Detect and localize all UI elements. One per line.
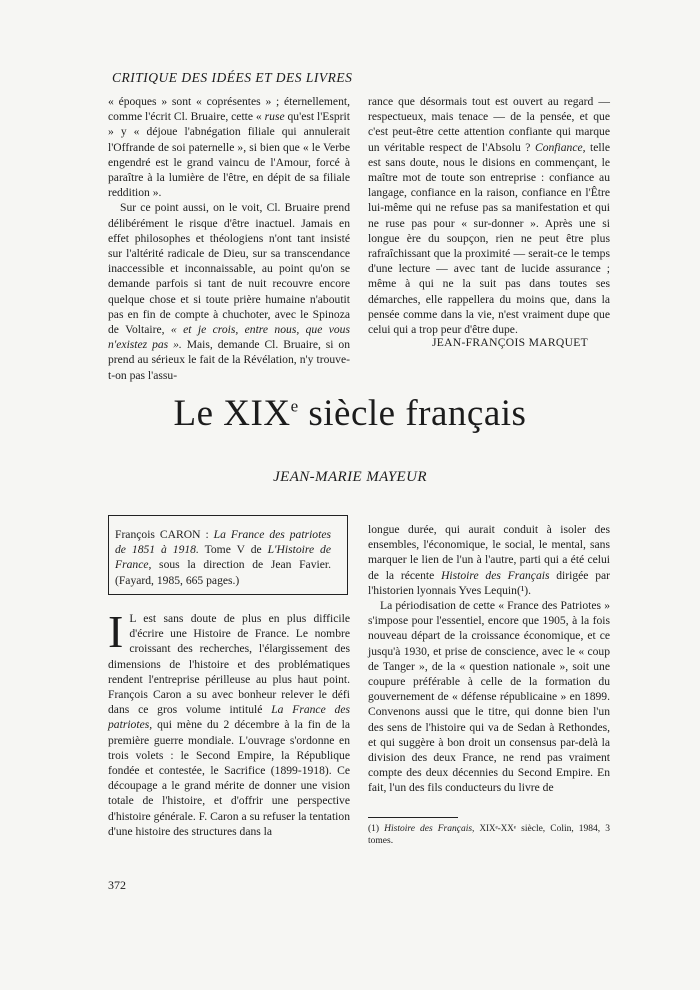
prev-review-left-column bbox=[108, 94, 350, 383]
footnote-reference: (¹). bbox=[516, 583, 532, 597]
paragraph: I L est sans doute de plus en plus difficile d'écrire une Histoire de France. Le nombre croissant des recherches, l'élargissement des dimensions de l'histoire et des problématiques rendent l'entreprise périlleuse au plus haut point. François Caron a su avec bonheur relever le défi dans ce gros volume intitulé La France des patriotes, qui mène du 2 décembre à la fin de la première guerre mondiale. L'ouvrage s'ordonne en trois volets : le Second Empire, la République fondée et contestée, le Sacrifice (1899-1918). Ce découpage a le grand mérite de donner une vision totale de l'histoire, et d'offrir une perspective d'histoire générale. F. Caron a su refuser la tentation d'une histoire des structures dans la bbox=[108, 606, 350, 838]
paragraph: longue durée, qui aurait conduit à isoler des ensembles, l'économique, le social, le mental, sans marquer le lien de l'un à l'autre, parti qui a été celui de la récente Histoire des Français dirigée par l'historien lyonnais Yves Lequin(¹). bbox=[368, 523, 611, 597]
footnote: (1) Histoire des Français, XIXᵉ-XXᵉ siècle, Colin, 1984, 3 tomes. bbox=[368, 823, 610, 846]
running-head: CRITIQUE DES IDÉES ET DES LIVRES bbox=[112, 70, 353, 85]
page-number: 372 bbox=[108, 878, 126, 892]
prev-review-right-column bbox=[368, 94, 610, 337]
drop-cap: I bbox=[108, 606, 124, 657]
article-right-column bbox=[368, 522, 610, 796]
paragraph: Sur ce point aussi, on le voit, Cl. Bruaire prend délibérément le risque d'être inactuel. Jamais en effet philosophes et théologiens n'ont tant insisté sur l'altérité radicale de Dieu, sur sa transcendance inaccessible et inconnaissable, au point qu'on se demande parfois si tant de nuit recouvre encore quelque chose et si toute prière humaine n'aboutit pas en fin de compte à chuchoter, avec le Spinoza de Voltaire, « et je crois, entre nous, que vous n'existez pas ». Mais, demande Cl. Bruaire, si on prend au sérieux le fait de la Révélation, n'y trouve-t-on pas l'assu- bbox=[108, 201, 350, 382]
book-reference-box bbox=[108, 515, 348, 595]
article-left-column bbox=[108, 606, 350, 839]
paragraph: « époques » sont « coprésentes » ; éternellement, comme l'écrit Cl. Bruaire, cette « ruse qu'est l'Esprit » y « déjoue l'abnégation filiale qui annulerait l'Offrande de soi paternelle », si bien que « le Verbe engendré est le grand vaincu de l'Amour, forcé à paraître à la lumière de l'être, en dépit de sa filiale reddition ». bbox=[108, 95, 350, 200]
article-author: JEAN-MARIE MAYEUR bbox=[273, 469, 427, 485]
footnote-divider bbox=[368, 817, 458, 818]
paragraph: rance que désormais tout est ouvert au regard — respectueux, mais tenace — de la pensée, et que c'est peut-être cette attention confiante qui marque un véritable respect de l'Absolu ? Confiance, telle est sans doute, nous le disions en commençant, le maître mot de toute son entreprise : confiance au langage, confiance en la raison, confiance en l'Être lui-même qui ne refuse pas sa manifestation et qui ne ruse pas pour « sur-donner ». Après une si longue ère du soupçon, rien ne peut être plus rafraîchissant que la proximité — serait-ce le temps d'une lecture — avec tant de lucide assurance ; même à qui ne la suit pas dans toutes ses démarches, elle rappellera du moins que, dans la pensée comme dans la vie, n'est vraiment dupe que celui qui a trop peur d'être dupe. bbox=[368, 95, 611, 337]
review-signature: JEAN-FRANÇOIS MARQUET bbox=[431, 336, 588, 349]
book-reference: François CARON : La France des patriotes de 1851 à 1918. Tome V de L'Histoire de France, sous la direction de Jean Favier. (Fayard, 1985, 665 pages.) bbox=[115, 528, 332, 587]
article-title: Le XIXe siècle français bbox=[173, 393, 527, 434]
paragraph: La périodisation de cette « France des Patriotes » s'impose pour l'essentiel, encore que 1905, à la fois nouveau départ de la croissance économique, et ce jusqu'à 1930, et prise de conscience, avec le « coup de Tanger », de la « question nationale », soit une coupure préférable à celle de la formation du gouvernement de « défense républicaine » en 1899. Convenons aussi que le titre, qui donne bien l'un des sens de l'histoire qui va de Sedan à Rethondes, et qui suggère à bon droit un consensus par-delà la division des deux France, ne rend pas vraiment compte des deux décennies du Second Empire. En fait, l'un des fils conducteurs du livre de bbox=[368, 599, 610, 795]
